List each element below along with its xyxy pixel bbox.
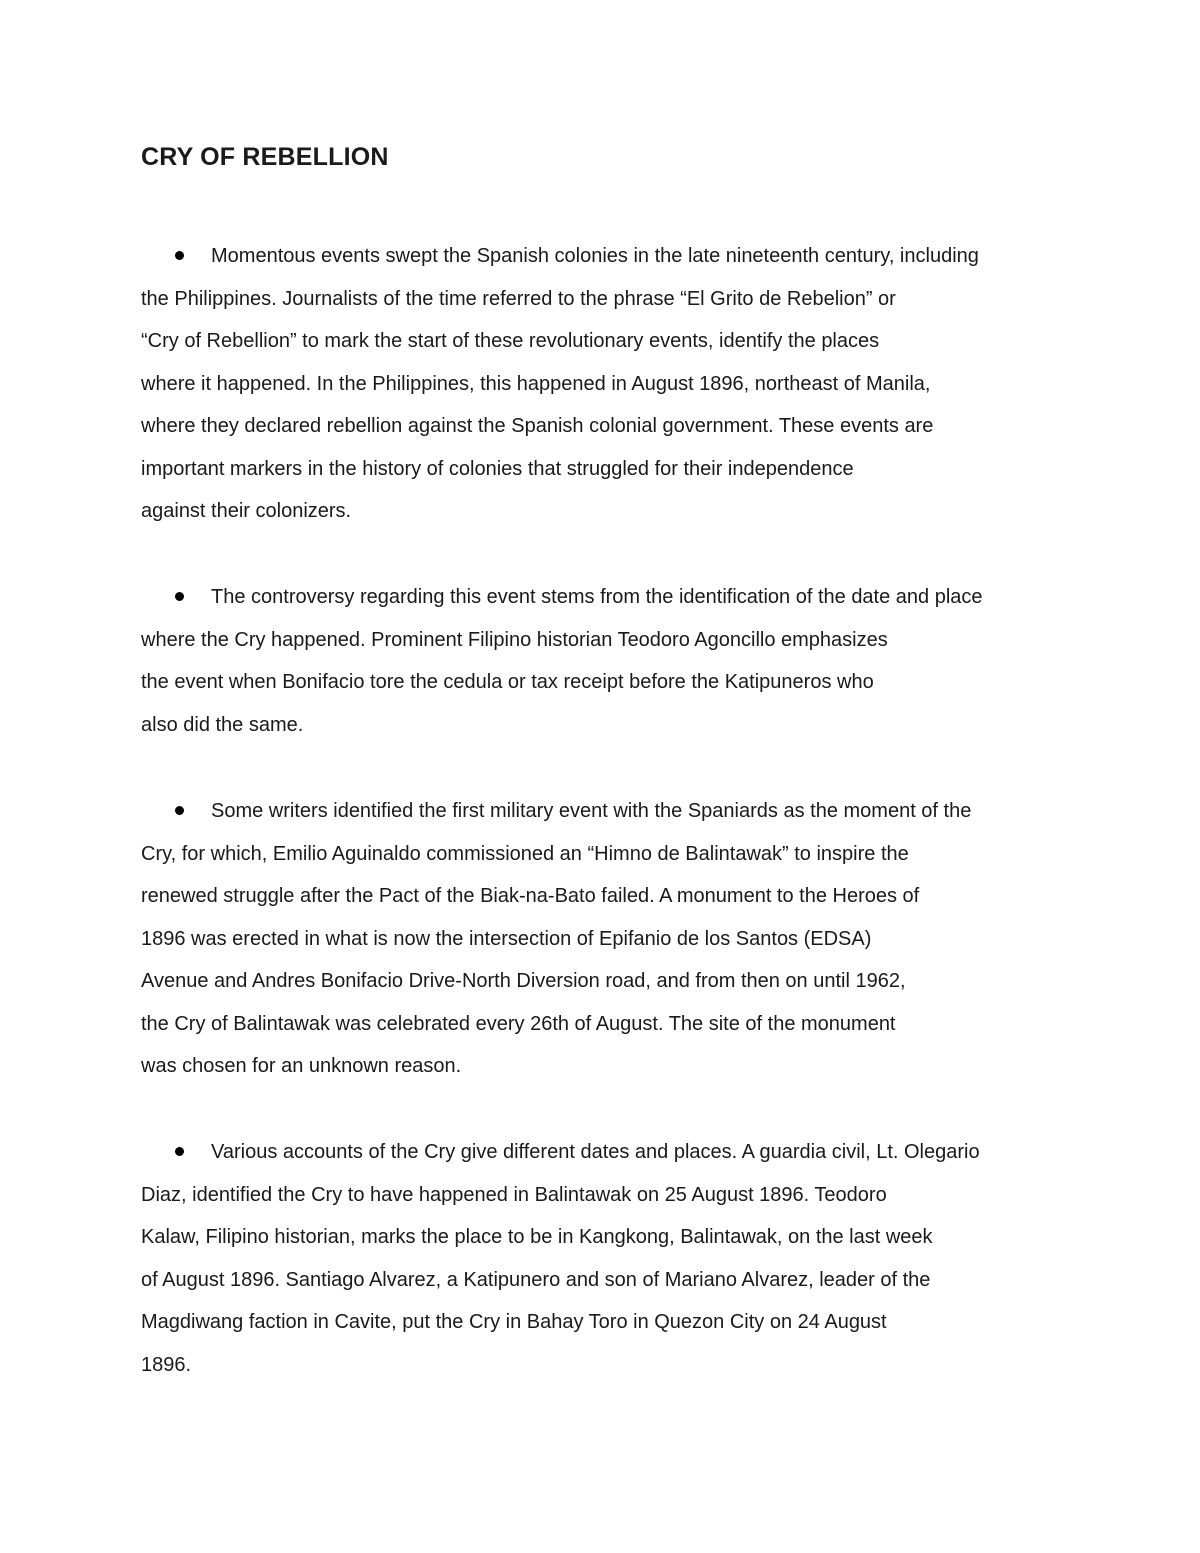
bullet-paragraph-2: [141, 582, 1151, 752]
bullet-paragraph-3: [141, 796, 1151, 1094]
line-text: Momentous events swept the Spanish colonies in the late nineteenth century, including: [211, 245, 979, 267]
paragraph-line: where it happened. In the Philippines, this happened in August 1896, northeast of Manila,: [141, 372, 931, 395]
document-title: CRY OF REBELLION: [141, 143, 389, 171]
bullet-paragraph-1: [141, 241, 1151, 539]
paragraph-line: the Philippines. Journalists of the time referred to the phrase “El Grito de Rebelion” or: [141, 287, 896, 310]
bullet-icon: [175, 592, 184, 601]
paragraph-line: was chosen for an unknown reason.: [141, 1055, 462, 1077]
paragraph-line: Diaz, identified the Cry to have happened in Balintawak on 25 August 1896. Teodoro: [141, 1183, 887, 1206]
paragraph-line: where they declared rebellion against the Spanish colonial government. These events are: [141, 415, 934, 437]
paragraph-line: Cry, for which, Emilio Aguinaldo commissioned an “Himno de Balintawak” to inspire the: [141, 842, 909, 865]
bullet-icon: [175, 251, 184, 260]
paragraph-line: 1896 was erected in what is now the intersection of Epifanio de los Santos (EDSA): [141, 927, 872, 950]
paragraph-line: [141, 582, 1151, 625]
paragraph-line: Kalaw, Filipino historian, marks the place to be in Kangkong, Balintawak, on the last week: [141, 1226, 933, 1248]
paragraph-line: the event when Bonifacio tore the cedula or tax receipt before the Katipuneros who: [141, 671, 874, 693]
line-text: Various accounts of the Cry give different dates and places. A guardia civil, Lt. Olegario: [211, 1141, 980, 1163]
paragraph-line: of August 1896. Santiago Alvarez, a Katipunero and son of Mariano Alvarez, leader of the: [141, 1268, 931, 1291]
paragraph-line: “Cry of Rebellion” to mark the start of these revolutionary events, identify the places: [141, 330, 880, 352]
bullet-icon: [175, 806, 184, 815]
line-text: Some writers identified the first military event with the Spaniards as the moment of the: [211, 800, 972, 822]
paragraph-line: [141, 1137, 1151, 1180]
paragraph-line: Avenue and Andres Bonifacio Drive-North Diversion road, and from then on until 1962,: [141, 970, 906, 992]
paragraph-line: against their colonizers.: [141, 500, 352, 522]
paragraph-line: 1896.: [141, 1353, 192, 1376]
line-text: The controversy regarding this event stems from the identification of the date and place: [211, 586, 983, 608]
paragraph-line: [141, 241, 1151, 284]
paragraph-line: the Cry of Balintawak was celebrated every 26th of August. The site of the monument: [141, 1012, 896, 1035]
paragraph-line: important markers in the history of colonies that struggled for their independence: [141, 457, 854, 480]
paragraph-line: where the Cry happened. Prominent Filipino historian Teodoro Agoncillo emphasizes: [141, 628, 888, 651]
paragraph-line: Magdiwang faction in Cavite, put the Cry in Bahay Toro in Quezon City on 24 August: [141, 1311, 887, 1333]
paragraph-line: renewed struggle after the Pact of the Biak-na-Bato failed. A monument to the Heroes of: [141, 885, 920, 907]
bullet-icon: [175, 1147, 184, 1156]
bullet-paragraph-4: [141, 1137, 1151, 1392]
paragraph-line: also did the same.: [141, 713, 304, 736]
paragraph-line: [141, 796, 1151, 839]
